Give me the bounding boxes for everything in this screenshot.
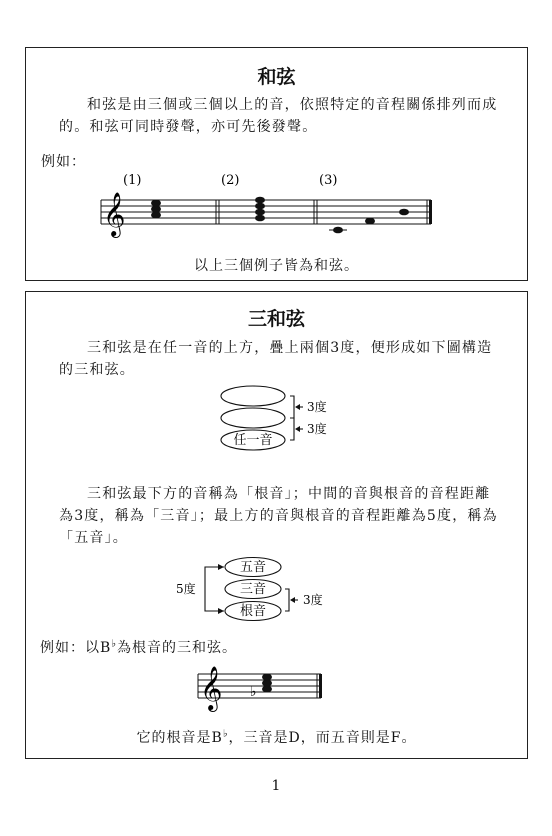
root-label: 根音 — [239, 604, 267, 619]
chord-number-2: (2) — [221, 173, 240, 188]
third-label: 三音 — [239, 582, 267, 597]
flat-sign-icon: ♭ — [111, 638, 118, 650]
chord-number-3: (3) — [319, 173, 338, 188]
stacked-thirds-diagram — [26, 385, 526, 457]
chord-example-label: 例如： — [41, 154, 86, 170]
fifth-label: 五音 — [239, 560, 267, 575]
triad-member-paragraph: 三和弦最下方的音稱為「根音」；中間的音與根音的音程距離為3度，稱為「三音」；最上方的音與根音的音程距離為5度，稱為「五音」。 — [59, 486, 498, 546]
chord-definition-paragraph: 和弦是由三個或三個以上的音，依照特定的音程關係排列而成的。和弦可同時發聲，亦可先後發聲。 — [59, 97, 498, 135]
page-number: 1 — [271, 778, 281, 794]
triad-notes — [262, 674, 272, 693]
upper-note-oval — [221, 386, 285, 406]
chord-1-notes — [151, 200, 161, 219]
triad-example-label: 例如：以B♭為根音的三和弦。 — [40, 638, 238, 656]
triad-members-diagram — [26, 555, 526, 625]
treble-clef-icon: 𝄞 — [200, 666, 223, 710]
chord-examples-caption: 以上三個例子皆為和弦。 — [194, 258, 359, 274]
b-flat-triad-staff — [26, 660, 526, 720]
fifth-interval-label: 5度 — [176, 582, 196, 596]
triad-caption: 它的根音是B♭，三音是D，而五音則是F。 — [136, 728, 417, 746]
triad-definition-paragraph: 三和弦是在任一音的上方，疊上兩個3度，便形成如下圖構造的三和弦。 — [59, 340, 493, 378]
interval-lower-label: 3度 — [307, 422, 327, 436]
middle-note-oval — [221, 408, 285, 428]
any-note-label: 任一音 — [233, 433, 273, 448]
interval-upper-label: 3度 — [307, 400, 327, 414]
chord-2-notes — [255, 197, 265, 222]
third-interval-label: 3度 — [303, 593, 323, 607]
flat-accidental-icon: ♭ — [250, 684, 257, 700]
chord-section-title: 和弦 — [257, 66, 296, 88]
treble-clef-icon: 𝄞 — [103, 192, 126, 236]
chord-examples-staff — [26, 173, 526, 243]
triad-section-box — [25, 291, 528, 759]
chord-section-box — [25, 47, 528, 281]
flat-sign-icon: ♭ — [222, 728, 229, 740]
triad-section-title: 三和弦 — [247, 308, 305, 330]
chord-number-1: (1) — [123, 173, 142, 188]
